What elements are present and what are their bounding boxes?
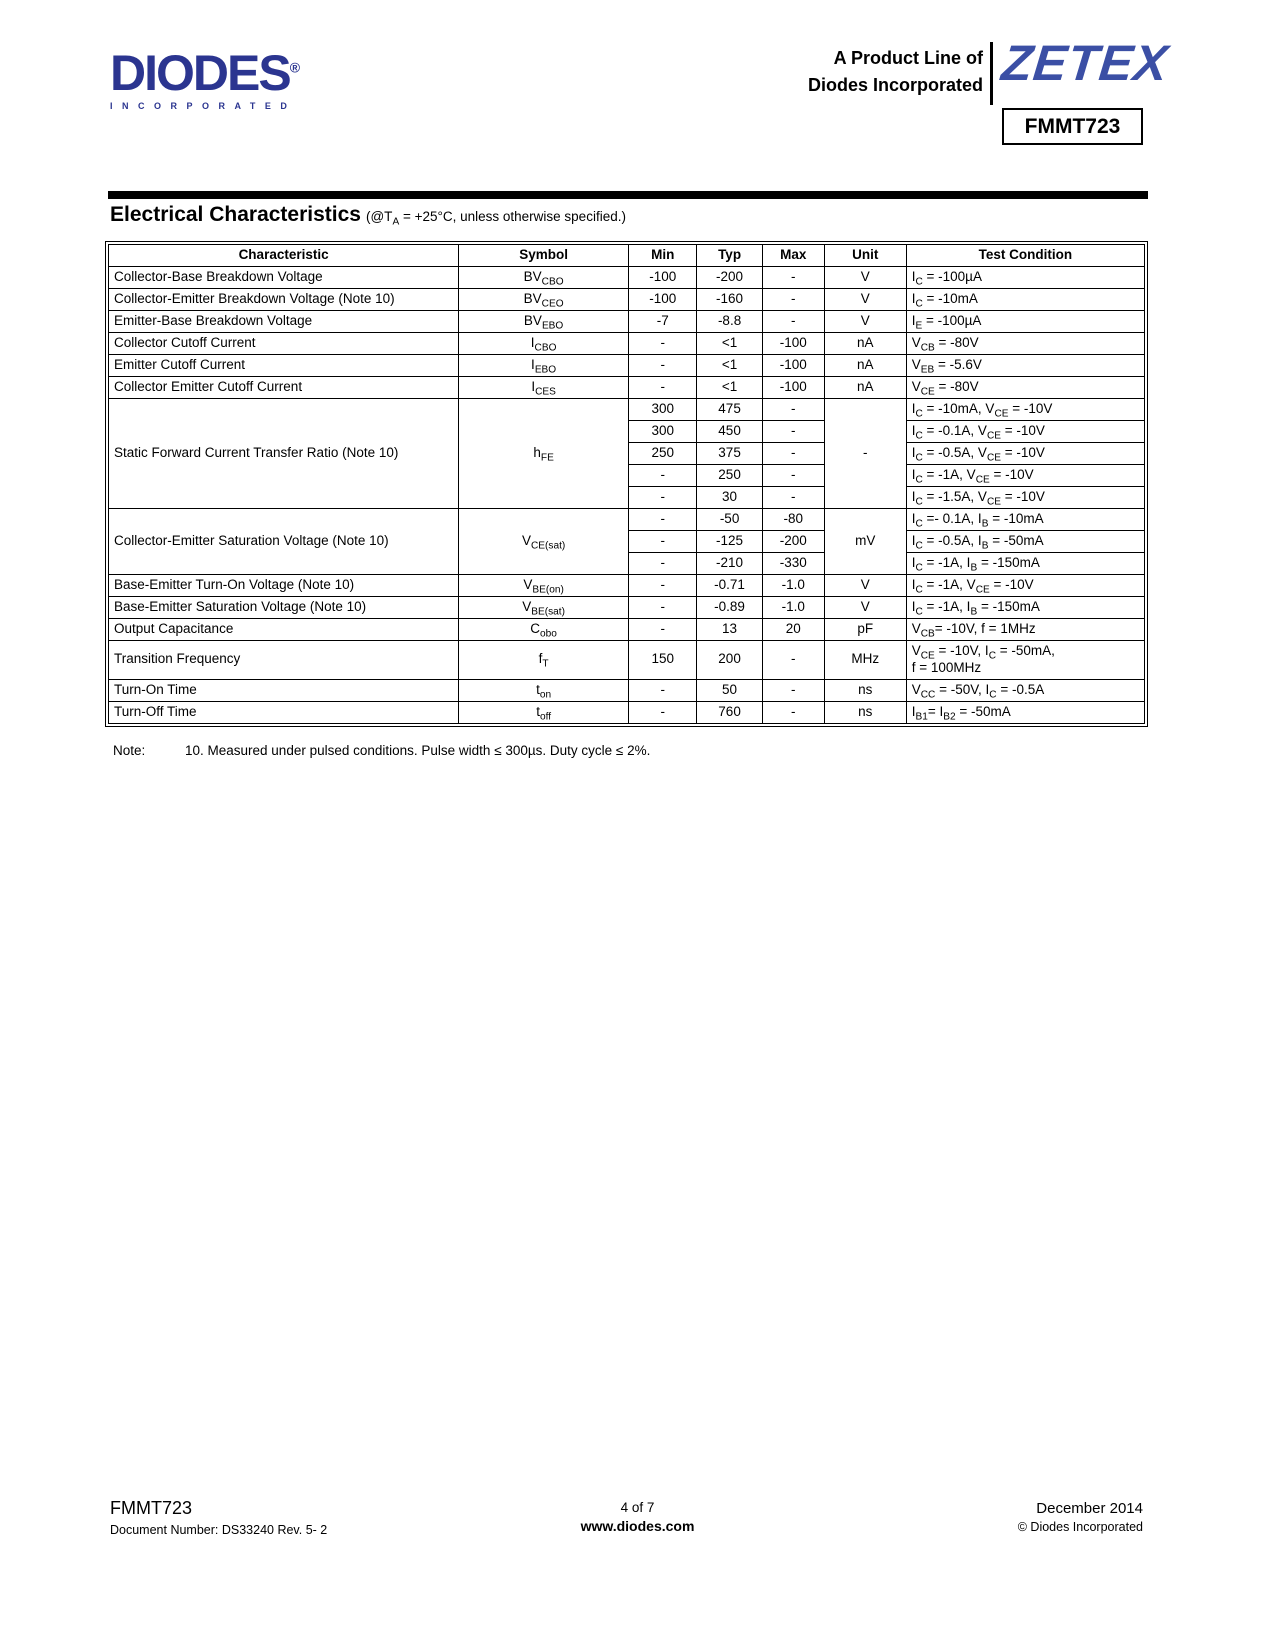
table-cell: -0.71 [697,575,762,597]
zetex-logo: ZETEX [999,35,1172,91]
column-header-6: Test Condition [906,245,1144,267]
note [105,743,1148,758]
table-cell: -100 [629,267,697,289]
table-cell: - [629,509,697,531]
table-cell: V [824,267,906,289]
section-subtitle: ($@T_A = +25^\circ C$, unless otherwise specified.) [365,209,626,228]
table-cell: $V_{CB} = -80V$ [906,333,1144,355]
table-cell: 50 [697,679,762,701]
column-header-3: Typ [697,245,762,267]
table-cell: -0.89 [697,597,762,619]
footer-copyright: © Diodes Incorporated [1017,1520,1143,1534]
content-area [105,241,1148,758]
table-cell: -50 [697,509,762,531]
table-cell: -7 [629,311,697,333]
table-cell: $I_C = -1.5A$, $V_{CE} = -10V$ [906,487,1144,509]
product-line-line1: A Product Line of [833,48,983,68]
table-cell: $I_C = -1A$, $I_B = -150mA$ [906,553,1144,575]
diodes-logo [110,45,301,111]
product-line-text [808,45,983,99]
footer-website-link[interactable]: www.diodes.com [580,1518,695,1534]
table-cell: - [762,701,824,723]
table-cell: - [629,553,697,575]
table-row [109,355,1145,377]
table-cell: $I_{EBO}$ [459,355,629,377]
table-cell: V [824,597,906,619]
table-cell: -100 [762,377,824,399]
table-cell: $I_{CES}$ [459,377,629,399]
diodes-logo-text: DIODES® [110,45,301,101]
table-row [109,311,1145,333]
table-cell: 20 [762,619,824,641]
note-label: Note: [113,742,146,758]
table-cell: Base-Emitter Saturation Voltage (Note 10) [109,597,459,619]
table-cell: - [762,311,824,333]
table-cell: - [629,701,697,723]
top-rule [108,191,1148,199]
registered-mark-icon: ® [289,59,301,76]
table-cell: -80 [762,509,824,531]
table-cell: $V_{BE(sat)}$ [459,597,629,619]
table-cell: - [762,443,824,465]
table-cell: $f_T$ [459,641,629,680]
table-cell: -125 [697,531,762,553]
column-header-4: Max [762,245,824,267]
table-cell: -200 [762,531,824,553]
table-cell: - [762,399,824,421]
table-cell: $V_{EB} = -5.6V$ [906,355,1144,377]
table-cell: Turn-Off Time [109,701,459,723]
footer-right [1018,1500,1143,1534]
table-cell: - [762,267,824,289]
table-cell: 150 [629,641,697,680]
table-cell: -1.0 [762,597,824,619]
table-cell: $V_{CE} = -10V$, $I_C = -50mA$, f = 100MHz [906,641,1144,680]
table-row [109,701,1145,723]
table-cell: -330 [762,553,824,575]
table-cell: $I_C =- 0.1A$, $I_B = -10mA$ [906,509,1144,531]
table-cell: - [629,333,697,355]
table-cell: - [629,355,697,377]
table-row [109,267,1145,289]
table-cell: <1 [697,377,762,399]
table-cell: V [824,289,906,311]
table-cell: - [629,619,697,641]
table-cell: nA [824,333,906,355]
table-cell: - [629,377,697,399]
table-cell: Static Forward Current Transfer Ratio (Note 10) [109,399,459,509]
table-row [109,333,1145,355]
table-cell: 13 [697,619,762,641]
part-number: FMMT723 [1024,114,1121,138]
table-cell: Transition Frequency [109,641,459,680]
table-cell: $I_C = -10mA$ [906,289,1144,311]
table-cell: Collector Cutoff Current [109,333,459,355]
table-cell: - [762,641,824,680]
table-cell: Collector-Base Breakdown Voltage [109,267,459,289]
footer-date: December 2014 [1036,1500,1143,1517]
table-cell: - [762,487,824,509]
table-cell: $V_{CB}= -10V$, f = 1MHz [906,619,1144,641]
table-cell: V [824,311,906,333]
table-cell: Emitter-Base Breakdown Voltage [109,311,459,333]
table-cell: 375 [697,443,762,465]
table-cell: 300 [629,421,697,443]
note-text: 10. Measured under pulsed conditions. Pulse width ≤ 300µs. Duty cycle ≤ 2%. [185,742,651,758]
table-cell: $BV_{CBO}$ [459,267,629,289]
table-cell: - [762,465,824,487]
table-cell: $I_C = -0.5A$, $I_B = -50mA$ [906,531,1144,553]
table-cell: -100 [762,355,824,377]
column-header-2: Min [629,245,697,267]
column-header-1: Symbol [459,245,629,267]
table-row [109,377,1145,399]
table-cell: ns [824,679,906,701]
table-cell: - [762,421,824,443]
table-cell: -200 [697,267,762,289]
footer-part-number: FMMT723 [110,1498,193,1518]
table-cell: 760 [697,701,762,723]
table-cell: - [762,289,824,311]
part-number-box [1002,108,1143,145]
table-cell: - [629,597,697,619]
footer-doc-number: Document Number: DS33240 Rev. 5- 2 [110,1523,328,1537]
table-cell: $h_{FE}$ [459,399,629,509]
table-cell: -8.8 [697,311,762,333]
table-cell: $I_C = -0.5A$, $V_{CE} = -10V$ [906,443,1144,465]
table-cell: $I_C = -1A$, $I_B = -150mA$ [906,597,1144,619]
table-cell: ns [824,701,906,723]
table-row [109,641,1145,680]
table-cell: $I_C = -10mA$, $V_{CE} = -10V$ [906,399,1144,421]
table-cell: Emitter Cutoff Current [109,355,459,377]
table-cell: $I_E = -100\mu A$ [906,311,1144,333]
table-cell: Output Capacitance [109,619,459,641]
table-row [109,509,1145,531]
table-cell: - [824,399,906,509]
table-cell: - [629,465,697,487]
table-row [109,289,1145,311]
table-cell: 250 [697,465,762,487]
table-cell: <1 [697,355,762,377]
table-cell: -210 [697,553,762,575]
section-title: Electrical Characteristics [110,203,361,226]
table-cell: 450 [697,421,762,443]
table-cell: Collector-Emitter Breakdown Voltage (Note 10) [109,289,459,311]
table-cell: $C_{obo}$ [459,619,629,641]
table-cell: -100 [629,289,697,311]
table-cell: - [629,531,697,553]
table-cell: -160 [697,289,762,311]
table-cell: $V_{CC} = -50V$, $I_C = -0.5A$ [906,679,1144,701]
table-row [109,597,1145,619]
table-cell: 300 [629,399,697,421]
column-header-5: Unit [824,245,906,267]
table-cell: Collector Emitter Cutoff Current [109,377,459,399]
table-cell: -1.0 [762,575,824,597]
table-cell: nA [824,377,906,399]
table-row [109,399,1145,421]
table-cell: - [629,679,697,701]
electrical-characteristics-table-wrap [105,241,1148,727]
table-row [109,619,1145,641]
table-cell: - [762,679,824,701]
table-row [109,575,1145,597]
table-cell: $I_C = -1A$, $V_{CE} = -10V$ [906,575,1144,597]
table-cell: Base-Emitter Turn-On Voltage (Note 10) [109,575,459,597]
table-row [109,679,1145,701]
footer-page-number: 4 of 7 [620,1500,655,1515]
table-cell: nA [824,355,906,377]
column-header-0: Characteristic [109,245,459,267]
table-cell: $I_C = -0.1A$, $V_{CE} = -10V$ [906,421,1144,443]
table-cell: $BV_{CEO}$ [459,289,629,311]
table-cell: pF [824,619,906,641]
table-cell: - [629,487,697,509]
table-cell: $I_{B1}= I_{B2} = -50mA$ [906,701,1144,723]
table-cell: $I_C = -1A$, $V_{CE} = -10V$ [906,465,1144,487]
table-cell: $V_{CE} = -80V$ [906,377,1144,399]
diodes-logo-incorporated: INCORPORATED [110,101,297,111]
table-cell: -100 [762,333,824,355]
table-header-row [109,245,1145,267]
table-cell: 475 [697,399,762,421]
table-cell: $I_C = -100\mu A$ [906,267,1144,289]
section-heading [110,203,626,227]
table-cell: Turn-On Time [109,679,459,701]
table-cell: MHz [824,641,906,680]
table-cell: $t_{on}$ [459,679,629,701]
table-cell: <1 [697,333,762,355]
header-divider [990,42,993,105]
table-cell: 30 [697,487,762,509]
table-cell: $I_{CBO}$ [459,333,629,355]
table-cell: $V_{BE(on)}$ [459,575,629,597]
table-cell: $V_{CE(sat)}$ [459,509,629,575]
table-cell: $t_{off}$ [459,701,629,723]
table-cell: V [824,575,906,597]
product-line-line2: Diodes Incorporated [807,75,983,95]
table-cell: - [629,575,697,597]
table-cell: mV [824,509,906,575]
electrical-characteristics-table [108,244,1145,724]
table-cell: Collector-Emitter Saturation Voltage (Note 10) [109,509,459,575]
table-cell: 250 [629,443,697,465]
table-cell: $BV_{EBO}$ [459,311,629,333]
table-cell: 200 [697,641,762,680]
